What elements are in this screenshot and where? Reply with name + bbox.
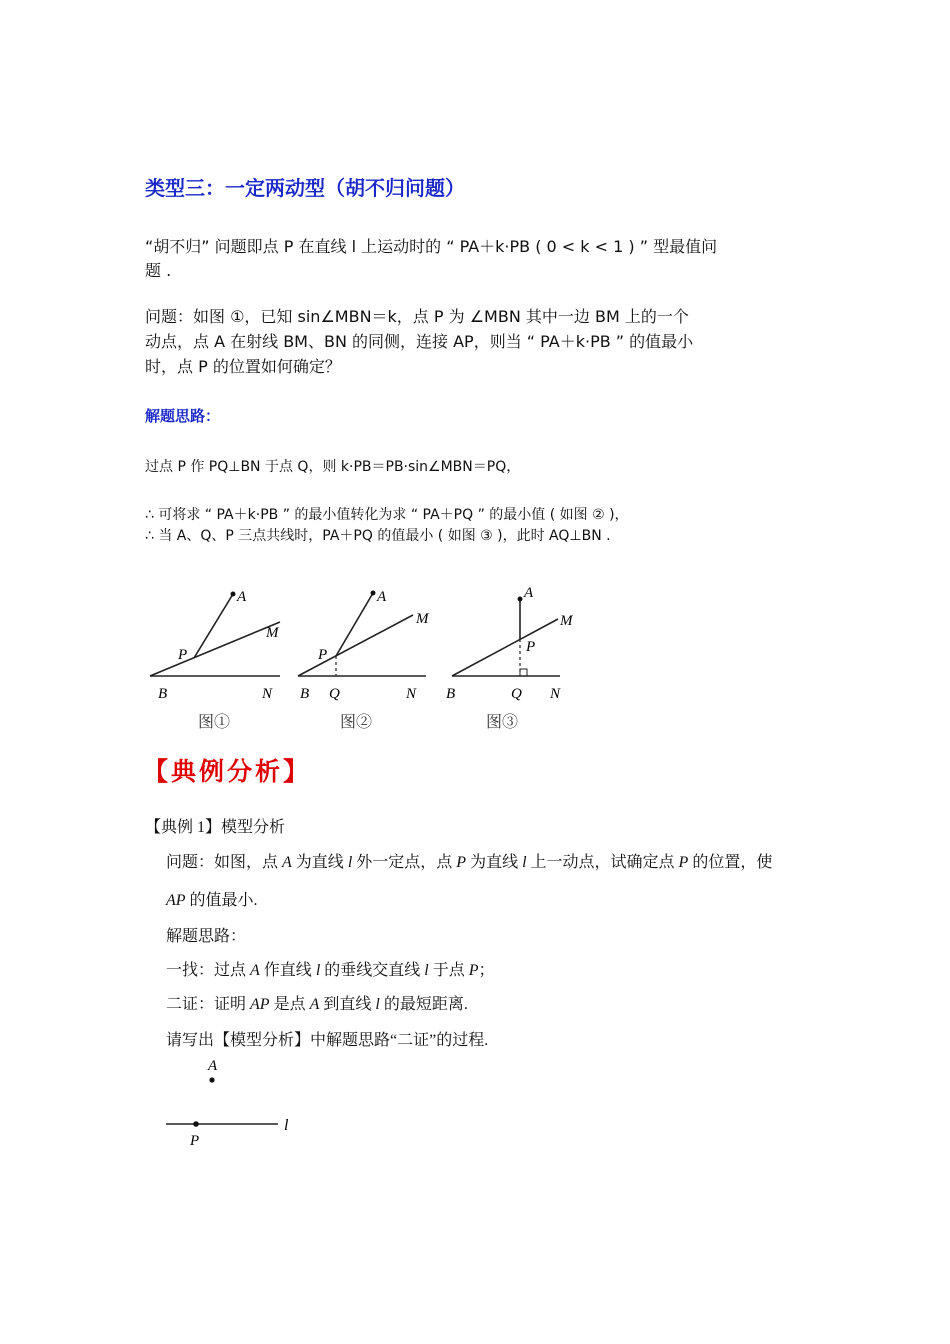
q-var-l: l <box>522 854 527 871</box>
fig1-label-N: N <box>262 686 273 702</box>
fig1-label-A: A <box>237 589 247 605</box>
q-var-AP: AP <box>166 892 186 909</box>
q-var-P: P <box>678 854 689 871</box>
step-text: 的垂线交直线 <box>320 962 425 979</box>
q-text: 上一动点，试确定点 <box>526 854 679 871</box>
fig1-label-M: M <box>266 625 279 641</box>
problem-line-1: 问题：如图 ①，已知 sin∠MBN＝k，点 P 为 ∠MBN 其中一边 BM 上的一个 <box>145 307 689 326</box>
fig2-point-A <box>371 591 376 596</box>
section-banner: 【典例分析】 <box>143 757 312 786</box>
problem-line-3: 时，点 P 的位置如何确定？ <box>145 357 341 376</box>
fig2-caption: 图② <box>340 714 373 731</box>
q-var-A: A <box>282 854 292 871</box>
fig2-label-A: A <box>377 589 387 605</box>
fig1-caption: 图① <box>198 714 231 731</box>
fig1-label-B: B <box>158 686 168 702</box>
step-var-l: l <box>315 962 321 979</box>
q-text: 的值最小. <box>185 892 258 909</box>
example-label-A: A <box>208 1058 218 1074</box>
solution-line-3: ∴ 当 A、Q、P 三点共线时，PA＋PQ 的值最小 ( 如图 ③ )，此时 AQ⊥BN . <box>145 528 611 544</box>
example-thinking: 解题思路： <box>166 928 247 945</box>
step-var-P: P <box>468 962 479 979</box>
solution-title: 解题思路： <box>145 407 221 425</box>
step-text: 的最短距离. <box>379 996 468 1013</box>
figure-3 <box>452 599 560 676</box>
fig3-label-M: M <box>560 613 573 629</box>
fig3-label-P: P <box>526 639 536 655</box>
fig2-label-N: N <box>406 686 417 702</box>
fig1-line-PA <box>194 594 233 658</box>
figure-2 <box>298 593 426 676</box>
example-title: 【典例 1】模型分析 <box>145 819 286 836</box>
q-text: 问题：如图，点 <box>166 854 283 871</box>
step-var-l: l <box>375 996 380 1013</box>
intro-line-2: 题 . <box>145 261 172 280</box>
q-var-l: l <box>347 854 353 871</box>
fig1-point-A <box>231 592 236 597</box>
step-text: 是点 <box>269 996 310 1013</box>
example-request: 请写出【模型分析】中解题思路“二证”的过程. <box>166 1032 489 1049</box>
section-heading: 类型三：一定两动型（胡不归问题） <box>145 176 465 200</box>
q-text: 外一定点，点 <box>352 854 457 871</box>
q-text: 为直线 <box>291 854 348 871</box>
fig2-label-Q: Q <box>329 686 340 702</box>
step-var-A: A <box>250 962 260 979</box>
fig3-point-A <box>518 597 523 602</box>
step-text: 作直线 <box>259 962 316 979</box>
intro-line-1: “胡不归” 问题即点 P 在直线 l 上运动时的 “ PA＋k·PB ( 0 < k < 1 ) ” 型最值问 <box>145 237 718 256</box>
fig3-right-angle <box>520 669 527 676</box>
figure-1 <box>150 594 280 676</box>
fig3-label-B: B <box>446 686 456 702</box>
example-point-A <box>209 1077 214 1082</box>
fig3-caption: 图③ <box>486 714 519 731</box>
step-text: ； <box>478 962 495 979</box>
geometry-figures <box>140 575 590 745</box>
q-text: 的位置，使 <box>688 854 773 871</box>
example-label-l: l <box>284 1117 289 1134</box>
fig1-line-BM <box>150 622 280 676</box>
fig3-label-N: N <box>550 686 561 702</box>
fig2-label-B: B <box>300 686 310 702</box>
step-var-l: l <box>424 962 429 979</box>
fig3-label-Q: Q <box>511 686 522 702</box>
example-step-1 <box>166 957 495 980</box>
fig3-line-BM <box>452 619 558 676</box>
step-text: 一找：过点 <box>166 962 251 979</box>
step-text: 于点 <box>428 962 469 979</box>
solution-line-1: 过点 P 作 PQ⊥BN 于点 Q，则 k·PB＝PB·sin∠MBN＝PQ， <box>145 459 521 475</box>
q-text: 为直线 <box>466 854 523 871</box>
q-var-P: P <box>456 854 467 871</box>
step-text: 到直线 <box>319 996 376 1013</box>
example-question-line-2 <box>166 887 258 910</box>
fig1-label-P: P <box>178 647 188 663</box>
solution-line-2: ∴ 可将求 “ PA＋k·PB ” 的最小值转化为求 “ PA＋PQ ” 的最小值 ( 如图 ② )， <box>145 507 629 523</box>
example-figure <box>160 1052 310 1152</box>
example-label-P: P <box>190 1133 200 1149</box>
fig2-label-P: P <box>318 647 328 663</box>
step-text: 二证：证明 <box>166 996 251 1013</box>
example-point-P <box>193 1121 199 1127</box>
problem-line-2: 动点，点 A 在射线 BM、BN 的同侧，连接 AP，则当 “ PA＋k·PB ” 的值最小 <box>145 332 694 351</box>
step-var-AP: AP <box>250 996 270 1013</box>
step-var-A: A <box>309 996 320 1013</box>
fig3-label-A: A <box>524 585 534 601</box>
example-step-2 <box>166 991 468 1014</box>
example-question-line-1 <box>166 849 772 872</box>
fig2-label-M: M <box>416 611 429 627</box>
